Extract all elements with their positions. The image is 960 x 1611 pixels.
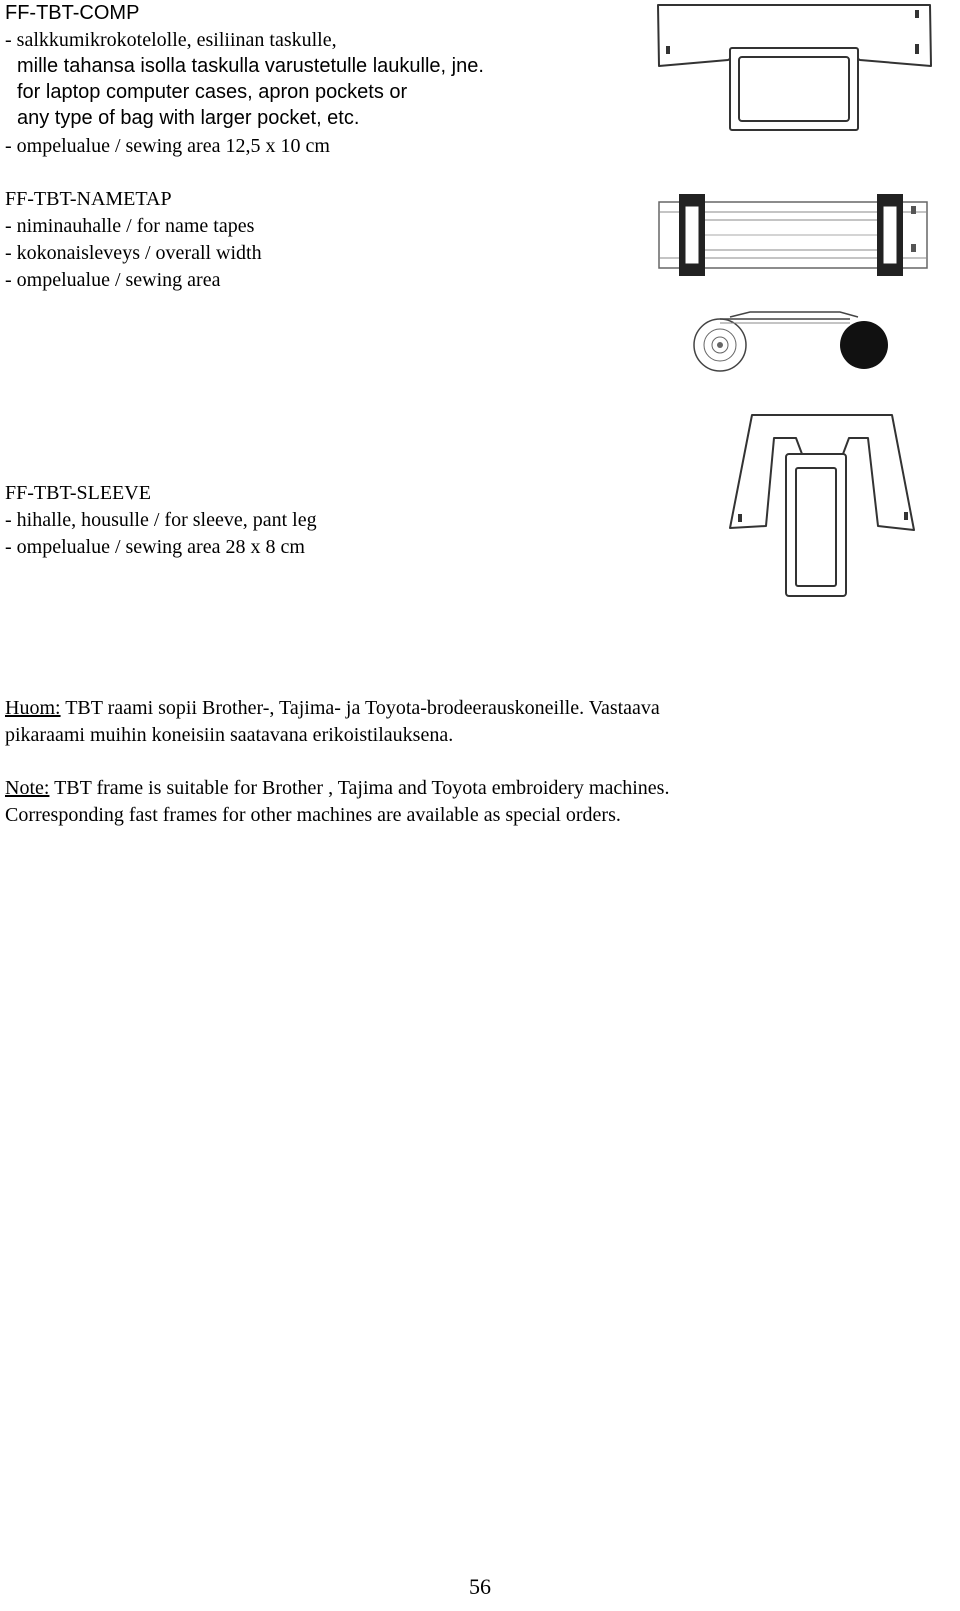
- note-line-2: Corresponding fast frames for other machines are available as special orders.: [5, 804, 621, 826]
- comp-line-1: - salkkumikrokotelolle, esiliinan taskulle,: [5, 29, 337, 51]
- sleeve-title: FF-TBT-SLEEVE: [5, 482, 151, 504]
- comp-line-4: any type of bag with larger pocket, etc.: [17, 107, 360, 129]
- comp-line-5: - ompelualue / sewing area 12,5 x 10 cm: [5, 135, 330, 157]
- huom-line-1: [5, 695, 660, 721]
- note-text-1: TBT frame is suitable for Brother , Tajima and Toyota embroidery machines.: [49, 777, 670, 799]
- sleeve-line-2: - ompelualue / sewing area 28 x 8 cm: [5, 536, 305, 558]
- huom-label: Huom:: [5, 697, 61, 719]
- page-number: 56: [469, 1574, 491, 1599]
- comp-title: FF-TBT-COMP: [5, 2, 140, 24]
- nametap-frame-illustration: [655, 190, 935, 280]
- nametap-side-illustration: [690, 300, 900, 380]
- comp-frame-illustration: [650, 0, 940, 135]
- comp-line-2: mille tahansa isolla taskulla varustetulle laukulle, jne.: [17, 55, 484, 77]
- sleeve-line-1: - hihalle, housulle / for sleeve, pant leg: [5, 509, 317, 531]
- huom-text-1: TBT raami sopii Brother-, Tajima- ja Toyota-brodeerauskoneille. Vastaava: [60, 697, 660, 719]
- huom-line-2: pikaraami muihin koneisiin saatavana erikoistilauksena.: [5, 724, 454, 746]
- comp-line-3: for laptop computer cases, apron pockets or: [17, 81, 408, 103]
- nametap-line-1: - niminauhalle / for name tapes: [5, 215, 255, 237]
- sleeve-frame-illustration: [724, 410, 924, 605]
- note-line-1: [5, 775, 669, 801]
- nametap-title: FF-TBT-NAMETAP: [5, 188, 172, 210]
- nametap-line-2: - kokonaisleveys / overall width: [5, 242, 262, 264]
- note-label: Note:: [5, 777, 50, 799]
- nametap-line-3: - ompelualue / sewing area: [5, 269, 221, 291]
